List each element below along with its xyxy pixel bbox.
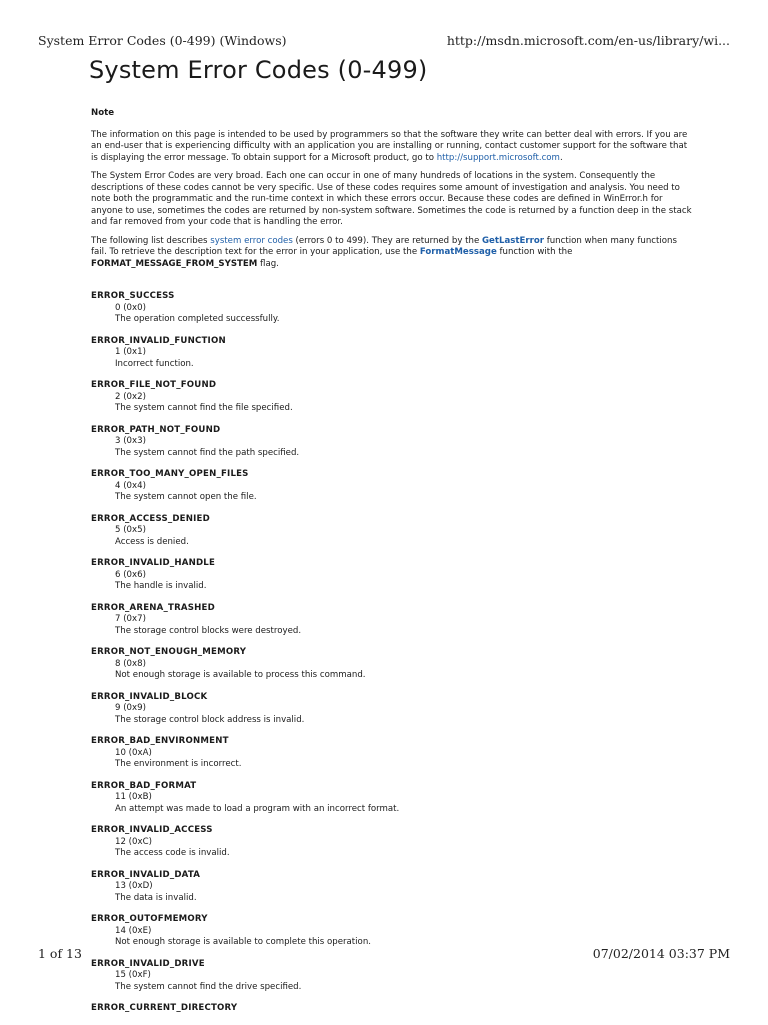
error-code-entry bbox=[91, 603, 695, 638]
error-code-number: 13 (0xD) bbox=[115, 881, 153, 891]
usage-text-2: (errors 0 to 499). They are returned by the bbox=[292, 235, 482, 246]
error-code-entry bbox=[91, 336, 695, 371]
usage-text-5: flag. bbox=[257, 258, 279, 269]
error-code-name: ERROR_INVALID_HANDLE bbox=[91, 558, 216, 568]
error-code-number: 11 (0xB) bbox=[115, 792, 152, 802]
note-heading: Note bbox=[91, 108, 115, 118]
header-title: System Error Codes (0-499) (Windows) bbox=[38, 33, 287, 48]
error-code-entry bbox=[91, 781, 695, 816]
error-code-number: 4 (0x4) bbox=[115, 480, 146, 491]
error-code-entry bbox=[91, 1003, 695, 1015]
error-code-name: ERROR_BAD_FORMAT bbox=[91, 780, 197, 791]
header-url: http://msdn.microsoft.com/en-us/library/wi... bbox=[446, 33, 730, 48]
error-code-name: ERROR_CURRENT_DIRECTORY bbox=[91, 1003, 238, 1013]
error-code-name: ERROR_SUCCESS bbox=[91, 291, 175, 301]
error-code-entry bbox=[91, 425, 695, 460]
error-code-entry bbox=[91, 469, 695, 504]
print-header bbox=[38, 33, 730, 48]
error-code-entry bbox=[91, 514, 695, 549]
error-code-description: The system cannot open the file. bbox=[115, 492, 257, 502]
usage-text-4: function with the bbox=[496, 247, 573, 257]
error-code-description: The storage control block address is invalid. bbox=[115, 714, 305, 725]
error-code-name: ERROR_INVALID_FUNCTION bbox=[91, 335, 226, 346]
error-code-name: ERROR_INVALID_BLOCK bbox=[91, 691, 208, 702]
error-code-description: Incorrect function. bbox=[115, 358, 194, 369]
error-code-name: ERROR_TOO_MANY_OPEN_FILES bbox=[91, 469, 249, 479]
usage-text-1: The following list describes bbox=[91, 235, 211, 246]
error-code-entry bbox=[91, 291, 695, 326]
error-code-number: 12 (0xC) bbox=[115, 836, 152, 847]
error-code-entry bbox=[91, 914, 695, 949]
error-code-number: 0 (0x0) bbox=[115, 302, 146, 313]
error-code-entry bbox=[91, 959, 695, 994]
error-code-name: ERROR_FILE_NOT_FOUND bbox=[91, 380, 217, 390]
error-code-name: ERROR_ARENA_TRASHED bbox=[91, 602, 215, 613]
error-code-name: ERROR_OUTOFMEMORY bbox=[91, 914, 208, 924]
error-code-description: The operation completed successfully. bbox=[115, 314, 280, 324]
error-code-name: ERROR_BAD_ENVIRONMENT bbox=[91, 736, 229, 746]
error-code-description: Access is denied. bbox=[115, 536, 189, 547]
format-flag: FORMAT_MESSAGE_FROM_SYSTEM bbox=[91, 258, 258, 269]
document-content bbox=[91, 108, 695, 1025]
error-code-entry bbox=[91, 825, 695, 860]
error-code-description: The access code is invalid. bbox=[115, 848, 230, 858]
error-code-description: The storage control blocks were destroyed. bbox=[115, 625, 302, 636]
error-code-description: The system cannot find the path specified. bbox=[115, 447, 300, 458]
error-code-number: 10 (0xA) bbox=[115, 747, 152, 758]
error-code-entry bbox=[91, 558, 695, 593]
error-code-entry bbox=[91, 647, 695, 682]
error-code-description: The handle is invalid. bbox=[115, 581, 207, 591]
error-code-number: 14 (0xE) bbox=[115, 925, 152, 936]
error-code-name: ERROR_NOT_ENOUGH_MEMORY bbox=[91, 647, 247, 657]
print-footer bbox=[38, 946, 730, 961]
error-code-number: 6 (0x6) bbox=[115, 569, 146, 580]
error-code-description: The system cannot find the file specified. bbox=[115, 403, 293, 413]
page-title: System Error Codes (0-499) bbox=[89, 56, 428, 84]
error-code-entry bbox=[91, 380, 695, 415]
error-code-number: 3 (0x3) bbox=[115, 436, 146, 446]
description-paragraph: The System Error Codes are very broad. Each one can occur in one of many hundreds of locations in the system. Consequently the descriptions of these codes cannot be very specific. Use of these codes requires some amount of investigation and analysis. You need to note both the programmatic and the run-time context in which these errors occur. Because these codes are defined in WinError.h for anyone to use, sometimes the codes are returned by non-system software. Sometimes the code is returned by a function deep in the stack and far removed from your code that is handling the error. bbox=[91, 171, 692, 227]
error-code-entry bbox=[91, 870, 695, 905]
formatmessage-link[interactable]: FormatMessage bbox=[419, 247, 497, 257]
error-code-name: ERROR_INVALID_DATA bbox=[91, 869, 201, 880]
system-error-codes-link[interactable]: system error codes bbox=[210, 235, 293, 246]
error-code-list bbox=[91, 291, 695, 1015]
error-code-number: 7 (0x7) bbox=[115, 614, 146, 624]
error-code-name: ERROR_INVALID_ACCESS bbox=[91, 825, 213, 835]
error-code-name: ERROR_PATH_NOT_FOUND bbox=[91, 424, 221, 435]
note-end: . bbox=[559, 152, 563, 163]
error-code-number: 9 (0x9) bbox=[115, 703, 146, 713]
error-code-description: The system cannot find the drive specified. bbox=[115, 981, 302, 992]
usage-text-3: function when many functions fail. To retrieve the description text for the error in your application, use the bbox=[91, 235, 677, 257]
error-code-number: 15 (0xF) bbox=[115, 970, 151, 980]
print-datetime: 07/02/2014 03:37 PM bbox=[592, 946, 730, 961]
error-code-description: Not enough storage is available to complete this operation. bbox=[115, 937, 371, 947]
error-code-entry bbox=[91, 692, 695, 727]
error-code-number: 1 (0x1) bbox=[115, 347, 146, 357]
support-link[interactable]: http://support.microsoft.com bbox=[436, 152, 560, 163]
error-code-description: The environment is incorrect. bbox=[115, 759, 242, 769]
note-text: The information on this page is intended to be used by programmers so that the software they write can better deal with errors. If you are an end-user that is experiencing difficulty with an application you are installing or running, contact customer support for the software that is displaying the error message. To obtain support for a Microsoft product, go to bbox=[91, 129, 688, 163]
error-code-description: Not enough storage is available to process this command. bbox=[115, 670, 366, 680]
note-paragraph bbox=[91, 130, 695, 165]
error-code-number: 8 (0x8) bbox=[115, 658, 146, 669]
error-code-description: An attempt was made to load a program with an incorrect format. bbox=[115, 803, 400, 814]
error-code-number: 5 (0x5) bbox=[115, 525, 146, 535]
getlasterror-link[interactable]: GetLastError bbox=[481, 235, 544, 246]
usage-paragraph bbox=[91, 236, 695, 271]
error-code-description: The data is invalid. bbox=[115, 892, 197, 903]
error-code-name: ERROR_ACCESS_DENIED bbox=[91, 513, 210, 524]
error-code-entry bbox=[91, 736, 695, 771]
page-count: 1 of 13 bbox=[38, 946, 82, 961]
error-code-name: ERROR_INVALID_DRIVE bbox=[91, 958, 205, 969]
error-code-number: 2 (0x2) bbox=[115, 391, 146, 402]
